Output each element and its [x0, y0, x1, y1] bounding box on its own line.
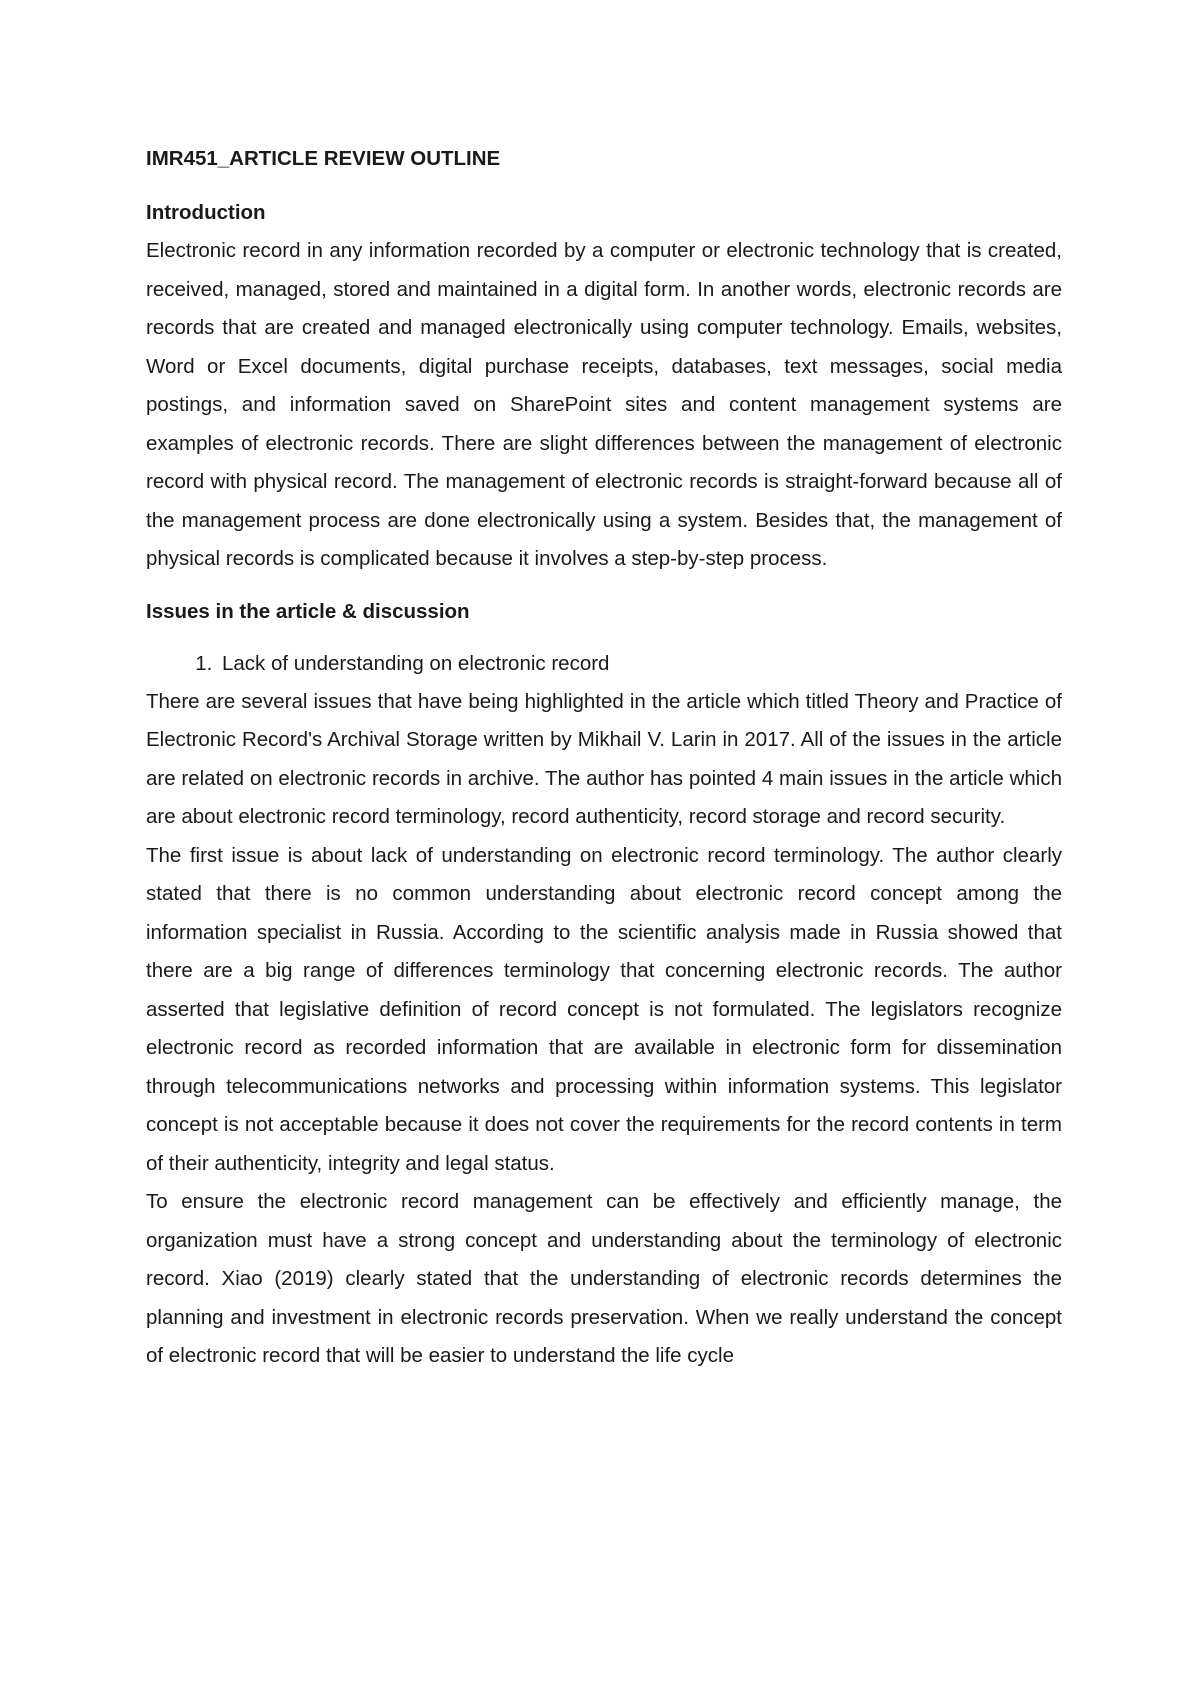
document-title: IMR451_ARTICLE REVIEW OUTLINE — [146, 147, 501, 170]
issues-paragraph-first-issue: The first issue is about lack of understanding on electronic record terminology. The author clearly stated that there is no common understanding about electronic record concept among the information specialist in Russia. According to the scientific analysis made in Russia showed that there are a big range of differences terminology that concerning electronic records. The author asserted that legislative definition of record concept is not formulated. The legislators recognize electronic record as recorded information that are available in electronic form for dissemination through telecommunications networks and processing within information systems. This legislator concept is not acceptable because it does not cover the requirements for the record contents in term of their authenticity, integrity and legal status. — [146, 843, 1062, 1175]
introduction-heading: Introduction — [146, 201, 266, 224]
issues-paragraph-discussion: To ensure the electronic record management can be effectively and efficiently manage, the organization must have a strong concept and understanding about the terminology of electronic record. Xiao (2019) clearly stated that the understanding of electronic records determines the planning and investment in electronic records preservation. When we really understand the concept of electronic record that will be easier to understand the life cycle — [146, 1190, 1062, 1367]
introduction-paragraph: Electronic record in any information recorded by a computer or electronic technology that is created, received, managed, stored and maintained in a digital form. In another words, electronic records are records that are created and managed electronically using computer technology. Emails, websites, Word or Excel documents, digital purchase receipts, databases, text messages, social media postings, and information saved on SharePoint sites and content management systems are examples of electronic records. There are slight differences between the management of electronic record with physical record. The management of electronic records is straight-forward because all of the management process are done electronically using a system. Besides that, the management of physical records is complicated because it involves a step-by-step process. — [146, 239, 1062, 570]
issues-list — [146, 645, 1062, 683]
issues-paragraph-overview: There are several issues that have being highlighted in the article which titled Theory and Practice of Electronic Record's Archival Storage written by Mikhail V. Larin in 2017. All of the issues in the article are related on electronic records in archive. The author has pointed 4 main issues in the article which are about electronic record terminology, record authenticity, record storage and record security. — [146, 689, 1062, 828]
document-body — [146, 140, 1062, 1376]
issues-list-item: 1. Lack of understanding on electronic record — [218, 645, 1062, 683]
issues-heading: Issues in the article & discussion — [146, 599, 470, 623]
